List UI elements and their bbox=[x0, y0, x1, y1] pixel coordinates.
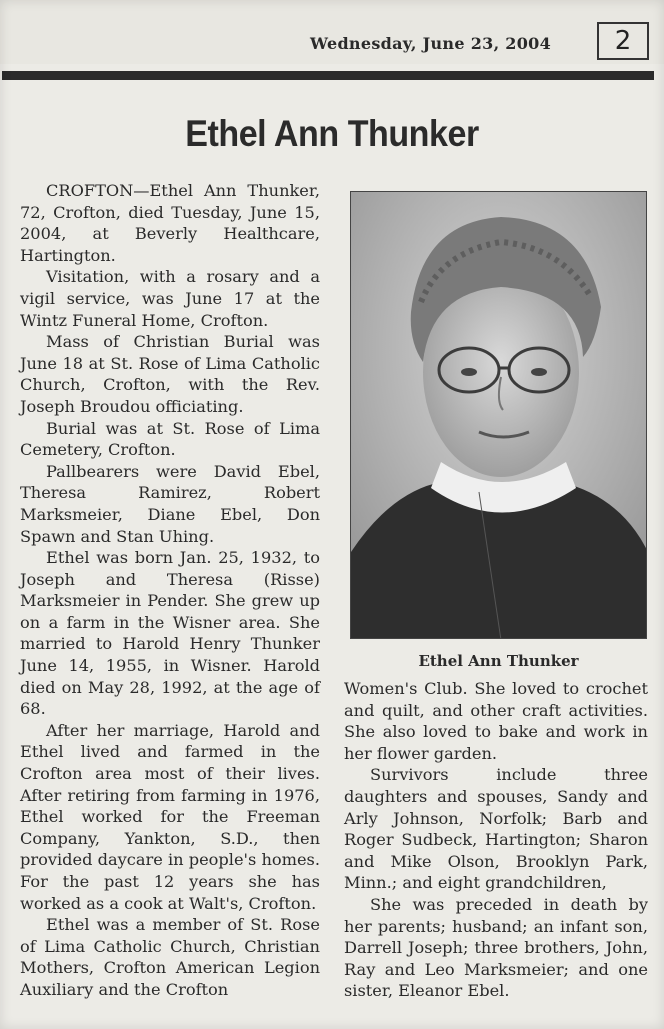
masthead-band bbox=[0, 0, 664, 64]
article-title: Ethel Ann Thunker bbox=[185, 113, 479, 154]
portrait-illustration bbox=[351, 192, 647, 639]
paragraph: She was preceded in death by her parents; husband; an infant son, Darrell Joseph; three brothers, John, Ray and Leo Marksmeier; and one sister, Eleanor Ebel. bbox=[344, 894, 648, 1001]
paragraph: Mass of Christian Burial was June 18 at St. Rose of Lima Catholic Church, Crofton, with the Rev. Joseph Broudou officiating. bbox=[20, 332, 320, 416]
header-rule bbox=[2, 71, 654, 80]
paragraph: Ethel was a member of St. Rose of Lima Catholic Church, Christian Mothers, Crofton American Legion Auxiliary and the Crofton bbox=[20, 915, 320, 999]
paragraph: Women's Club. She loved to crochet and quilt, and other craft activities. She also loved to bake and work in her flower garden. bbox=[344, 679, 648, 763]
portrait-photo bbox=[350, 191, 647, 639]
paragraph: Pallbearers were David Ebel, Theresa Ramirez, Robert Marksmeier, Diane Ebel, Don Spawn and Stan Uhing. bbox=[20, 461, 320, 546]
photo-caption: Ethel Ann Thunker bbox=[418, 652, 579, 670]
right-column bbox=[344, 678, 648, 1002]
paragraph: Visitation, with a rosary and a vigil service, was June 17 at the Wintz Funeral Home, Crofton. bbox=[20, 267, 320, 330]
paragraph: After her marriage, Harold and Ethel lived and farmed in the Crofton area most of their lives. After retiring from farming in 1976, Ethel worked for the Freeman Company, Yankton, S.D., then provided daycare in people's homes. For the past 12 years she has worked as a cook at Walt's, Crofton. bbox=[20, 720, 320, 913]
issue-date: Wednesday, June 23, 2004 bbox=[310, 34, 552, 53]
paragraph: Ethel was born Jan. 25, 1932, to Joseph and Theresa (Risse) Marksmeier in Pender. She grew up on a farm in the Wisner area. She married to Harold Henry Thunker June 14, 1955, in Wisner. Harold died on May 28, 1992, at the age of 68. bbox=[20, 548, 320, 719]
left-column bbox=[20, 180, 320, 1001]
paragraph: Burial was at St. Rose of Lima Cemetery, Crofton. bbox=[20, 418, 320, 460]
paragraph: CROFTON—Ethel Ann Thunker, 72, Crofton, died Tuesday, June 15, 2004, at Beverly Healthcare, Hartington. bbox=[20, 181, 320, 265]
paragraph: Survivors include three daughters and spouses, Sandy and Arly Johnson, Norfolk; Barb and Roger Sudbeck, Hartington; Sharon and Mike Olson, Brooklyn Park, Minn.; and eight grandchildren, bbox=[344, 765, 648, 893]
page-number-box: 2 bbox=[597, 22, 649, 60]
